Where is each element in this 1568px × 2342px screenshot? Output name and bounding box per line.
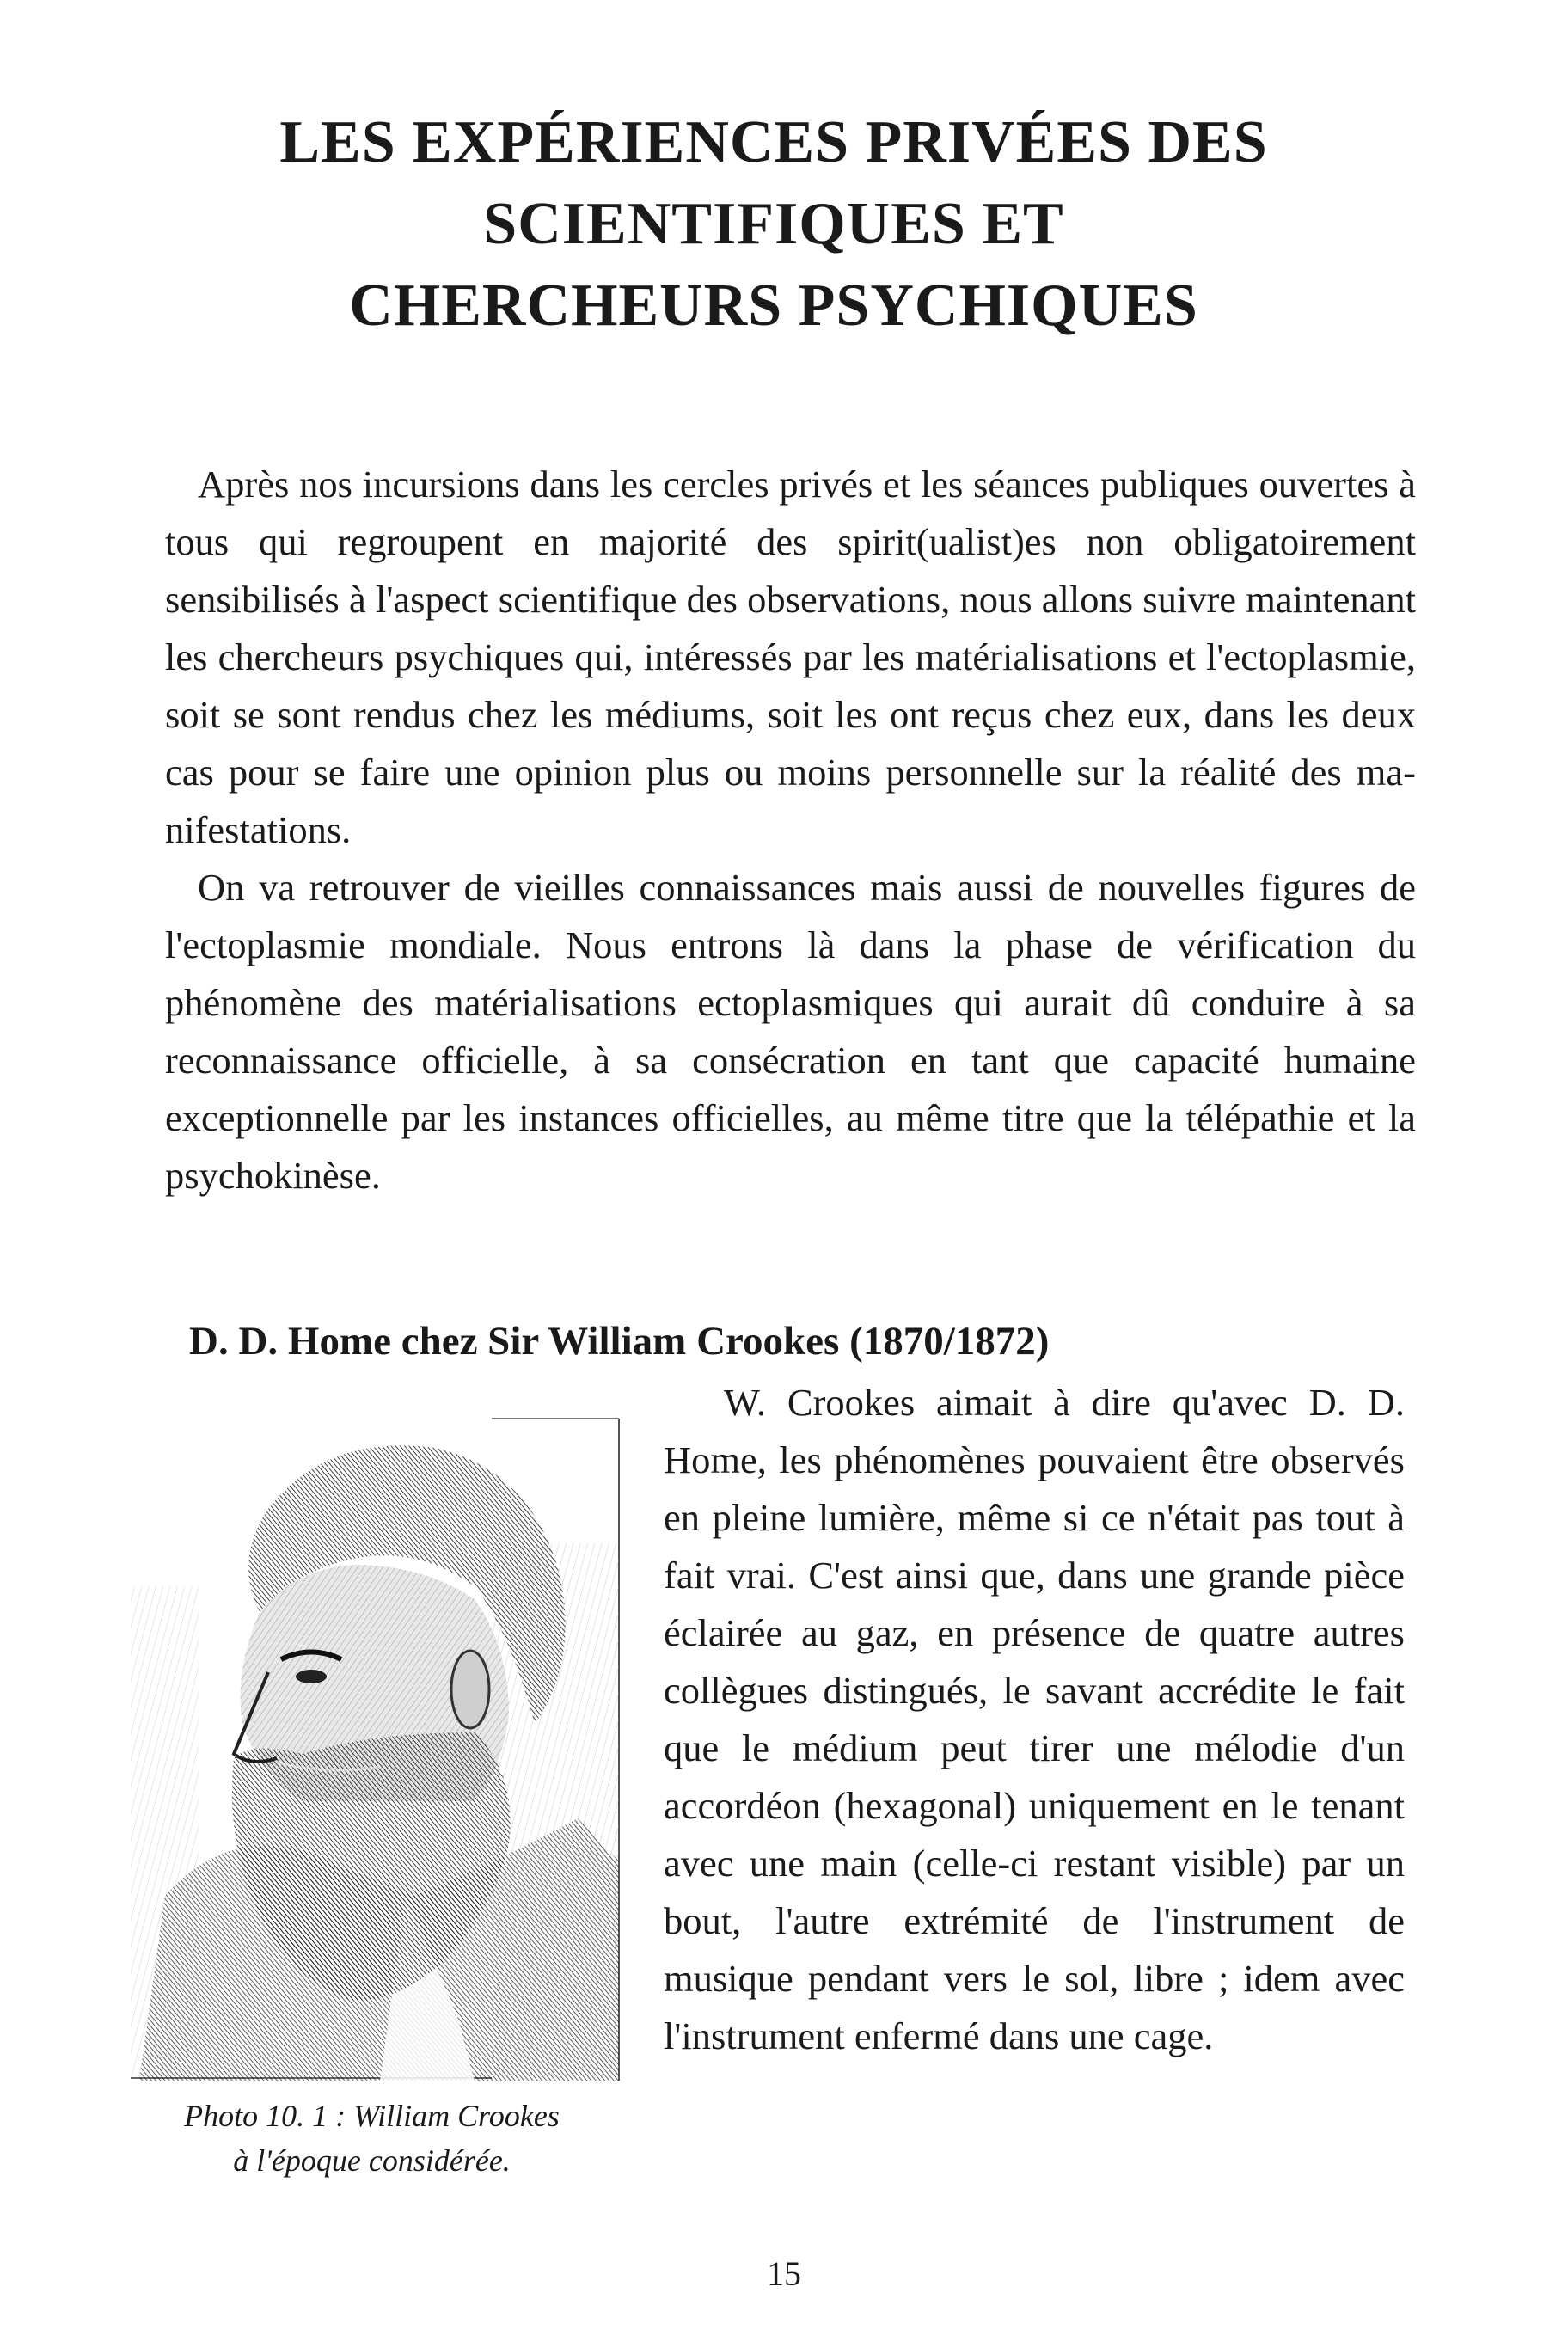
caption-line-2: à l'époque considérée. — [233, 2143, 511, 2178]
paragraph: On va retrouver de vieilles connaissances mais aussi de nouvelles figures de l'ectoplasmie mondiale. Nous entrons là dans la phase de vérification du phénomène des matérialisations ectoplasmiques qui aurait dû conduire à sa reconnaissance officielle, à sa consécration en tant que capacité humaine exceptionnelle par les instances officielles, au même titre que la télépathie et la psychokinèse. — [165, 866, 1416, 1197]
section-heading: D. D. Home chez Sir William Crookes (1870/1872) — [189, 1319, 1050, 1364]
title-line-1: LES EXPÉRIENCES PRIVÉES DES — [279, 109, 1268, 175]
title-line-3: CHERCHEURS PSYCHIQUES — [349, 273, 1198, 339]
section-body-text: W. Crookes aimait à dire qu'avec D. D. Home, les phénomènes pouvaient être observés en pleine lumière, même si ce n'était pas tout à fait vrai. C'est ainsi que, dans une grande pièce éclairée au gaz, en présence de quatre autres collègues distingués, le savant accrédite le fait que le médium peut tirer une mélodie d'un accordéon (hexagonal) uniquement en le tenant avec une main (celle-ci restant visible) par un bout, l'autre extrémité de l'instrument de musique pendant vers le sol, libre ; idem avec l'instrument enfermé dans une cage. — [664, 1381, 1405, 2057]
paragraph: Après nos incursions dans les cercles privés et les séances publiques ouvertes à tous qui regroupent en majorité des spirit(ualist)es non obligatoirement sensibilisés à l'aspect scientifique des observations, nous allons suivre maintenant les chercheurs psychiques qui, intéressés par les matérialisations et l'ectoplasmie, soit se sont rendus chez les médiums, soit les ont reçus chez eux, dans les deux cas pour se faire une opinion plus ou moins personnelle sur la réalité des manifestations. — [165, 463, 1416, 851]
portrait-photo — [131, 1414, 621, 2081]
page-number: 15 — [767, 2254, 801, 2293]
intro-text — [165, 456, 1416, 1205]
page-title — [155, 101, 1393, 346]
title-line-2: SCIENTIFIQUES ET — [483, 191, 1064, 257]
photo-caption — [138, 2094, 606, 2183]
caption-line-1: Photo 10. 1 : William Crookes — [184, 2099, 560, 2133]
